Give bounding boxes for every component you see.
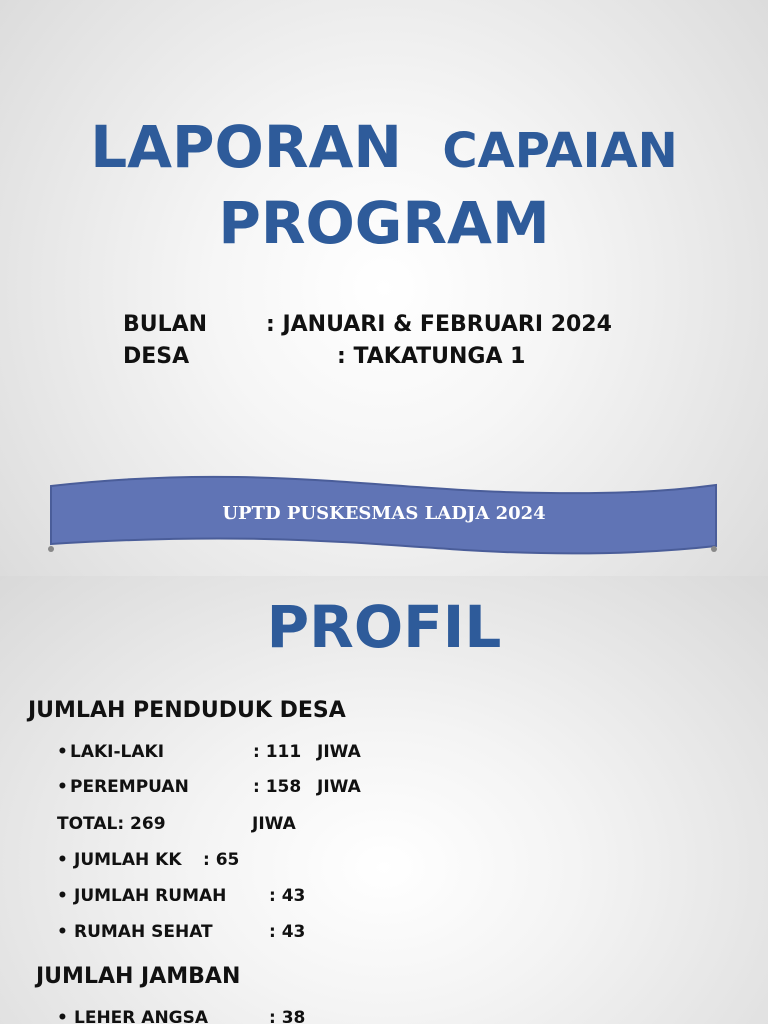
desa-label: DESA (123, 344, 190, 369)
rumah-label: JUMLAH RUMAH (74, 886, 227, 906)
bulan-value: : JANUARI & FEBRUARI 2024 (266, 312, 612, 337)
bullet-icon: • (57, 1008, 68, 1024)
title-word-capaian: CAPAIAN (442, 123, 678, 179)
bulan-label: BULAN (123, 312, 208, 337)
laki-value: : 111 (253, 742, 302, 762)
title-word-laporan: LAPORAN (90, 113, 402, 181)
banner-dot-left (48, 546, 54, 552)
total-label: TOTAL: 269 (57, 814, 166, 834)
banner-dot-right (711, 546, 717, 552)
bullet-icon: • (57, 850, 68, 870)
slide-title-line2: PROGRAM (218, 189, 550, 257)
profil-title: PROFIL (266, 593, 502, 661)
laki-unit: JIWA (317, 742, 361, 762)
desa-value: : TAKATUNGA 1 (337, 344, 526, 369)
section-jumlah-jamban: JUMLAH JAMBAN (36, 964, 241, 989)
sehat-value: : 43 (269, 922, 306, 942)
sehat-label: RUMAH SEHAT (74, 922, 213, 942)
slide-title-line1 (0, 112, 768, 186)
perempuan-unit: JIWA (317, 777, 361, 797)
bullet-icon: • (57, 922, 68, 942)
perempuan-value: : 158 (253, 777, 302, 797)
kk-value: : 65 (203, 850, 240, 870)
section-jumlah-penduduk: JUMLAH PENDUDUK DESA (28, 698, 346, 723)
leher-value: : 38 (269, 1008, 306, 1024)
laki-label: LAKI-LAKI (70, 742, 165, 762)
leher-label: LEHER ANGSA (74, 1008, 209, 1024)
bullet-icon: • (57, 777, 68, 797)
kk-label: JUMLAH KK (74, 850, 182, 870)
profil-slide (0, 576, 768, 1024)
rumah-value: : 43 (269, 886, 306, 906)
bullet-icon: • (57, 742, 68, 762)
perempuan-label: PEREMPUAN (70, 777, 189, 797)
bullet-icon: • (57, 886, 68, 906)
total-unit: JIWA (252, 814, 296, 834)
banner-text: UPTD PUSKESMAS LADJA 2024 (222, 503, 546, 524)
